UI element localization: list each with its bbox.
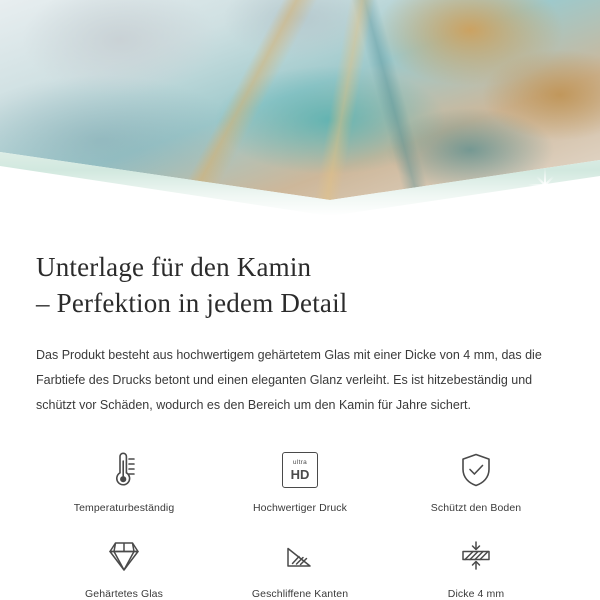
page-title [36,250,564,321]
feature-label: Gehärtetes Glas [85,588,163,600]
page-title-line-2: – Perfektion in jedem Detail [36,287,348,318]
feature-label: Schützt den Boden [430,502,522,515]
page-title-line-1: Unterlage für den Kamin [36,252,312,282]
shield-check-icon [450,444,502,496]
hd-badge [282,452,318,488]
feature-polished-edges [212,530,388,600]
hd-badge-main-text: HD [290,466,310,482]
feature-thickness [388,530,564,600]
description-paragraph: Das Produkt besteht aus hochwertigem gehärtetem Glas mit einer Dicke von 4 mm, das die Farbtiefe des Drucks betont und einen eleganten Glanz verleiht. Es ist hitzebeständig und schützt vor Schäden, wodurch es den Bereich um den Kamin für Jahre sichert. [36,348,542,413]
feature-label: Hochwertiger Druck [253,502,347,515]
feature-label: Dicke 4 mm [447,588,505,600]
feature-floor-protection [388,444,564,514]
diamond-icon [98,530,150,582]
thickness-arrows-icon [450,530,502,582]
feature-temperature-resistant [36,444,212,514]
feature-tempered-glass [36,530,212,600]
feature-label: Temperaturbeständig [73,502,175,515]
content-section [0,218,600,600]
feature-high-quality-print [212,444,388,514]
hero-image [0,0,600,218]
polished-edges-icon [274,530,326,582]
feature-grid [36,444,564,600]
thermometer-icon [98,444,150,496]
hd-badge-top-text: ultra [292,459,308,466]
ultra-hd-badge-icon [274,444,326,496]
feature-label: Geschliffene Kanten [251,588,349,600]
